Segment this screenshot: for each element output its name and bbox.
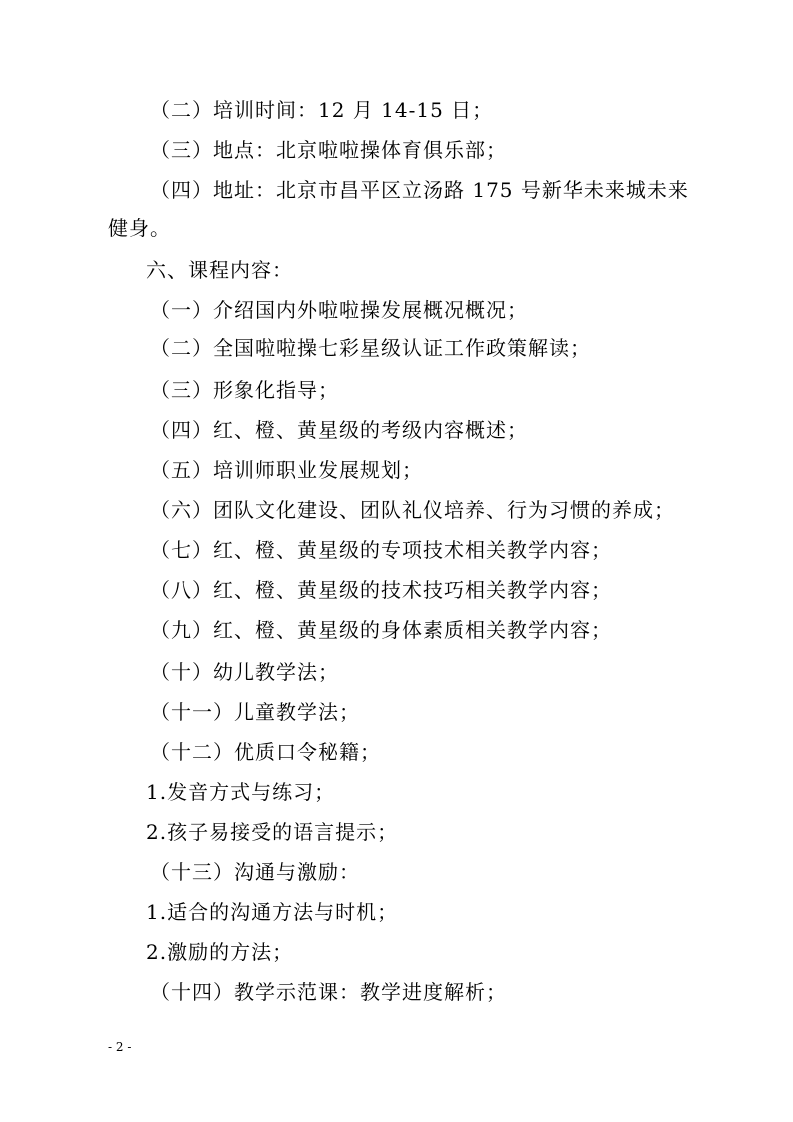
list-item: （七）红、橙、黄星级的专项技术相关教学内容； (150, 538, 612, 562)
sub-list-item: 1.发音方式与练习； (146, 780, 336, 804)
text-line: 健身。 (108, 216, 171, 240)
page-number: - 2 - (108, 1040, 132, 1054)
sub-list-item: 2.激励的方法； (146, 940, 294, 964)
sub-list-item: 2.孩子易接受的语言提示； (146, 820, 399, 844)
list-item: （四）红、橙、黄星级的考级内容概述； (150, 418, 528, 442)
list-item: （一）介绍国内外啦啦操发展概况概况； (150, 298, 528, 322)
list-item: （九）红、橙、黄星级的身体素质相关教学内容； (150, 618, 612, 642)
list-item: （八）红、橙、黄星级的技术技巧相关教学内容； (150, 578, 612, 602)
list-item: （五）培训师职业发展规划； (150, 458, 423, 482)
list-item: （十一）儿童教学法； (150, 700, 360, 724)
list-item: （三）形象化指导； (150, 378, 339, 402)
sub-list-item: 1.适合的沟通方法与时机； (146, 900, 399, 924)
list-item: （十）幼儿教学法； (150, 660, 339, 684)
text-line: （三）地点：北京啦啦操体育俱乐部； (150, 138, 507, 162)
list-item: （十四）教学示范课：教学进度解析； (150, 980, 507, 1004)
list-item: （十三）沟通与激励： (150, 860, 360, 884)
text-line: （二）培训时间：12 月 14-15 日； (150, 98, 494, 122)
list-item: （六）团队文化建设、团队礼仪培养、行为习惯的养成； (150, 498, 675, 522)
list-item: （二）全国啦啦操七彩星级认证工作政策解读； (150, 336, 591, 360)
section-heading: 六、课程内容： (146, 258, 293, 282)
text-line: （四）地址：北京市昌平区立汤路 175 号新华未来城未来 (150, 178, 689, 202)
list-item: （十二）优质口令秘籍； (150, 740, 381, 764)
